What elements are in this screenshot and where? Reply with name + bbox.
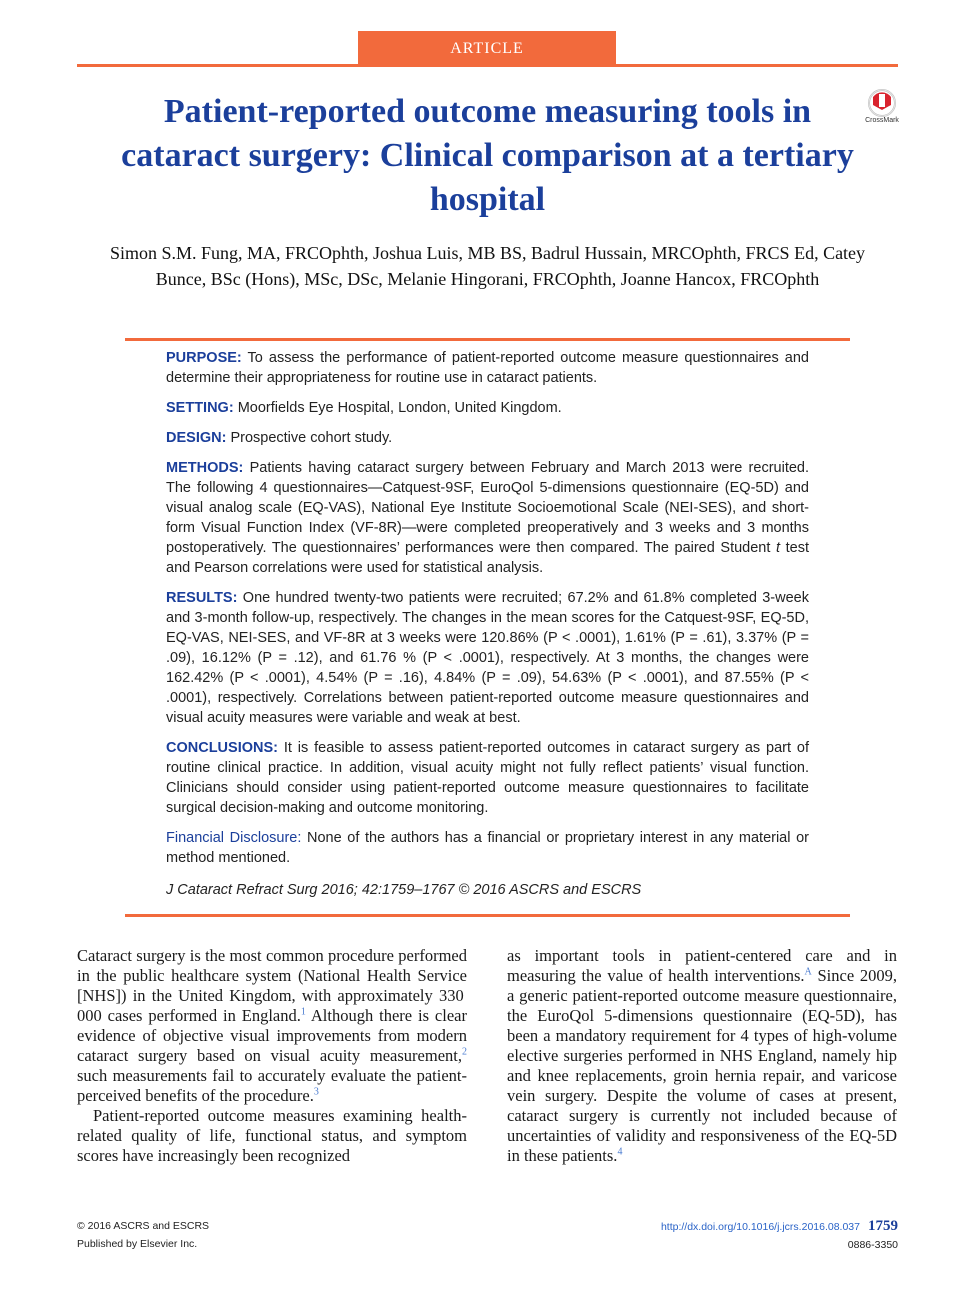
results-text: One hundred twenty-two patients were recruited; 67.2% and 61.8% completed 3-week and 3-month follow-up, respectively. The changes in the mean scores for the Catquest-9SF, EQ-5D, EQ-VAS, NEI-SES, and VF-8R at 3 weeks were 120.86% (P < .0001), 1.61% (P = .61), 3.37% (P = .09), 16.12% (P = .12), and 61.76 % (P < .0001), respectively. At 3 months, the changes were 162.42% (P < .0001), 4.54% (P = .16), 4.84% (P = .09), 54.63% (P < .0001), and 87.55% (P < .0001), respectively. Correlations between patient-reported outcome measure questionnaires and visual acuity measures were variable and weak at best. [166, 590, 809, 726]
purpose-label: PURPOSE: [166, 350, 242, 366]
footer-copyright: © 2016 ASCRS and ESCRS [77, 1220, 210, 1232]
reference-link-a[interactable]: A [804, 966, 812, 978]
conclusions-text: It is feasible to assess patient-reported outcomes in cataract surgery as part of routine clinical practice. In addition, visual acuity might not fully reflect patients’ visual function. Clinicians should consider using patient-reported outcome measure questionnaires to facilitate surgical decision-making and outcome monitoring. [166, 740, 809, 816]
footer-publisher: Published by Elsevier Inc. [77, 1238, 198, 1250]
article-title: Patient-reported outcome measuring tools in cataract surgery: Clinical comparison at a tertiary hospital [121, 93, 854, 218]
abstract-conclusions [166, 738, 809, 818]
body-text: Since 2009, a generic patient-reported outcome measure questionnaire, the EuroQol 5-dimensions questionnaire (EQ-5D), has been a mandatory requirement for 4 types of high-volume elective surgeries performed in NHS England, namely hip and knee replacements, groin hernia repair, and varicose vein surgery. Despite the volume of cases at present, cataract surgery is currently not included because of uncertainties of validity and responsiveness of the EQ-5D in these patients. [507, 966, 897, 1165]
body-text: as important tools in patient-centered care and in measuring the value of health interventions. [507, 946, 897, 985]
conclusions-label: CONCLUSIONS: [166, 740, 278, 756]
reference-link-3[interactable]: 3 [313, 1086, 319, 1098]
design-label: DESIGN: [166, 430, 227, 446]
setting-text: Moorfields Eye Hospital, London, United Kingdom. [233, 400, 562, 416]
footer-doi-row [661, 1217, 898, 1236]
abstract-results [166, 588, 809, 728]
journal-citation: J Cataract Refract Surg 2016; 42:1759–1767 © 2016 ASCRS and ESCRS [166, 882, 642, 898]
author-list: Simon S.M. Fung, MA, FRCOphth, Joshua Luis, MB BS, Badrul Hussain, MRCOphth, FRCS Ed, Catey Bunce, BSc (Hons), MSc, DSc, Melanie Hingorani, FRCOphth, Joanne Hancox, FRCOphth [109, 243, 866, 289]
page-number: 1759 [868, 1218, 898, 1234]
body-column-left [77, 946, 467, 1166]
financial-label: Financial Disclosure: [166, 830, 302, 846]
abstract-methods [166, 458, 809, 578]
abstract [166, 348, 809, 910]
body-text: Cataract surgery is the most common procedure performed in the public healthcare system (National Health Service [NHS]) in the United Kingdom, with approximately 330 000 cases performed in England. [77, 946, 467, 1025]
methods-t-italic: t [776, 540, 781, 556]
purpose-text: To assess the performance of patient-reported outcome measure questionnaires and determine their appropriateness for routine use in cataract patients. [166, 350, 809, 386]
methods-text-end: test and Pearson correlations were used for statistical analysis. [166, 540, 809, 576]
crossmark-label: CrossMark [865, 117, 899, 124]
results-label: RESULTS: [166, 590, 238, 606]
reference-link-2[interactable]: 2 [462, 1046, 467, 1058]
footer-issn: 0886-3350 [847, 1239, 898, 1251]
body-text: such measurements fail to accurately evaluate the patient-perceived benefits of the procedure. [77, 1066, 467, 1105]
footer-left [77, 1217, 209, 1253]
body-text: Although there is clear evidence of objective visual improvements from modern cataract surgery based on visual acuity measurement, [77, 1006, 467, 1065]
abstract-purpose [166, 348, 809, 388]
crossmark-badge[interactable] [862, 88, 902, 128]
section-tab: ARTICLE [358, 31, 616, 66]
abstract-financial [166, 828, 809, 868]
design-text: Prospective cohort study. [226, 430, 393, 446]
reference-link-4[interactable]: 4 [617, 1146, 623, 1158]
body-paragraph: Patient-reported outcome measures examining health-related quality of life, functional status, and symptom scores have increasingly been recognized [77, 1106, 467, 1165]
body-paragraph [77, 946, 467, 1106]
setting-label: SETTING: [166, 400, 234, 416]
financial-text: None of the authors has a financial or proprietary interest in any material or method mentioned. [166, 830, 809, 866]
header-rule [77, 64, 898, 67]
methods-label: METHODS: [166, 460, 244, 476]
footer-right [661, 1217, 898, 1254]
methods-text: Patients having cataract surgery between February and March 2013 were recruited. The following 4 questionnaires—Catquest-9SF, EuroQol 5-dimensions questionnaire (EQ-5D) and visual analog scale (EQ-VAS), National Eye Institute Socioemotional Scale (NEI-SES), and short-form Visual Function Index (VF-8R)—were completed preoperatively and 3 weeks and 3 months postoperatively. The questionnaires’ performances were then compared. The paired Student [166, 460, 809, 556]
abstract-design [166, 428, 809, 448]
abstract-bottom-rule [125, 914, 850, 917]
reference-link-1[interactable]: 1 [300, 1006, 306, 1018]
body-column-right [507, 946, 897, 1166]
abstract-setting [166, 398, 809, 418]
abstract-top-rule [125, 338, 850, 341]
doi-link[interactable]: http://dx.doi.org/10.1016/j.jcrs.2016.08.037 [660, 1221, 860, 1233]
crossmark-icon [862, 88, 902, 118]
body-paragraph [507, 946, 897, 1166]
